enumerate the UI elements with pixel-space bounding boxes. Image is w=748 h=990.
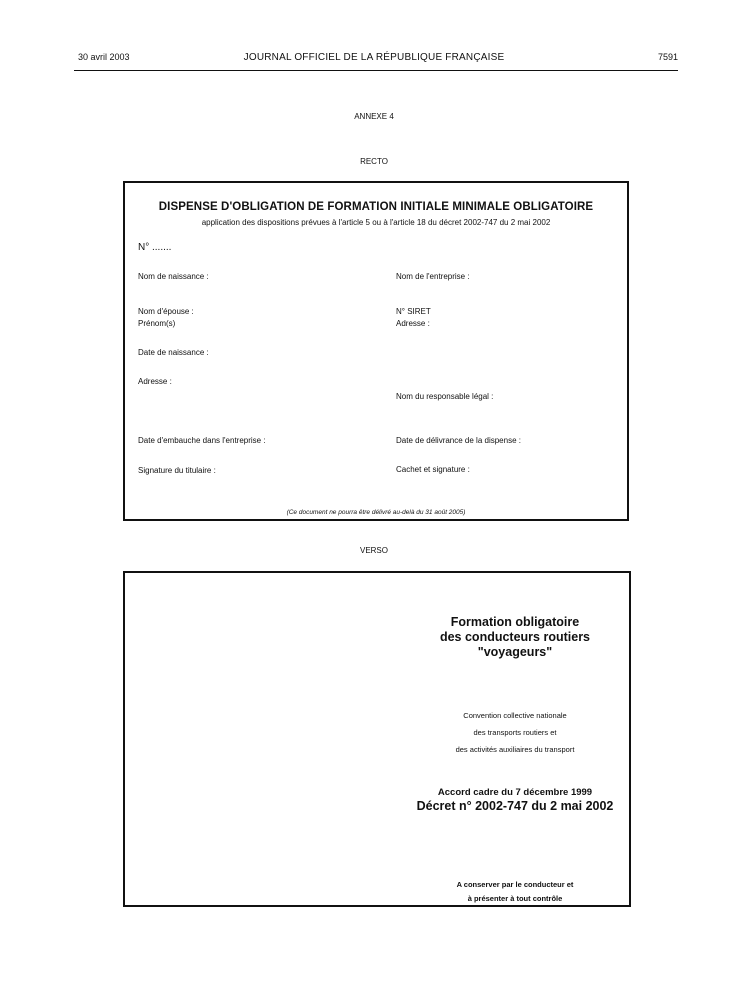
verso-title-line-1: Formation obligatoire [450, 615, 580, 629]
field-spouse-name: Nom d'épouse : [138, 307, 194, 316]
field-address: Adresse : [138, 377, 172, 386]
field-company-name: Nom de l'entreprise : [396, 272, 470, 281]
keep-instructions [375, 878, 655, 906]
recto-title: DISPENSE D'OBLIGATION DE FORMATION INITIALE MINIMALE OBLIGATOIRE [158, 201, 594, 213]
accord-cadre: Accord cadre du 7 décembre 1999 [437, 787, 593, 798]
field-hire-date: Date d'embauche dans l'entreprise : [138, 436, 266, 445]
keep-line-1: A conserver par le conducteur et [456, 880, 574, 889]
recto-label: RECTO [360, 157, 388, 166]
convention-line-2: des transports routiers et [473, 728, 557, 737]
field-birth-date: Date de naissance : [138, 348, 209, 357]
field-first-names: Prénom(s) [138, 319, 176, 328]
verso-title-line-3: "voyageurs" [477, 645, 553, 659]
document-number: N° ....... [138, 242, 172, 253]
header-date: 30 avril 2003 [78, 52, 130, 62]
journal-title: JOURNAL OFFICIEL DE LA RÉPUBLIQUE FRANÇAISE [243, 52, 505, 63]
field-issue-date: Date de délivrance de la dispense : [396, 436, 521, 445]
header-rule [74, 70, 678, 71]
keep-line-2: à présenter à tout contrôle [467, 894, 563, 903]
field-holder-signature: Signature du titulaire : [138, 466, 216, 475]
validity-note: (Ce document ne pourra être délivré au-delà du 31 août 2005) [286, 509, 466, 516]
convention-line-1: Convention collective nationale [463, 711, 567, 720]
decret-reference: Décret n° 2002-747 du 2 mai 2002 [416, 799, 614, 813]
verso-card [123, 571, 631, 907]
verso-label: VERSO [359, 546, 388, 555]
annex-label: ANNEXE 4 [354, 112, 394, 121]
convention-line-3: des activités auxiliaires du transport [455, 745, 575, 754]
field-siret: N° SIRET [396, 307, 431, 316]
field-company-address: Adresse : [396, 319, 430, 328]
field-stamp-signature: Cachet et signature : [396, 465, 470, 474]
field-birth-name: Nom de naissance : [138, 272, 209, 281]
verso-title [375, 615, 655, 660]
verso-title-line-2: des conducteurs routiers [439, 630, 591, 644]
field-legal-manager: Nom du responsable légal : [396, 392, 494, 401]
convention-text [375, 707, 655, 758]
recto-subtitle: application des dispositions prévues à l'article 5 ou à l'article 18 du décret 2002-747 du 2 mai 2002 [201, 218, 551, 227]
page-number: 7591 [657, 52, 678, 62]
recto-card [123, 181, 629, 521]
